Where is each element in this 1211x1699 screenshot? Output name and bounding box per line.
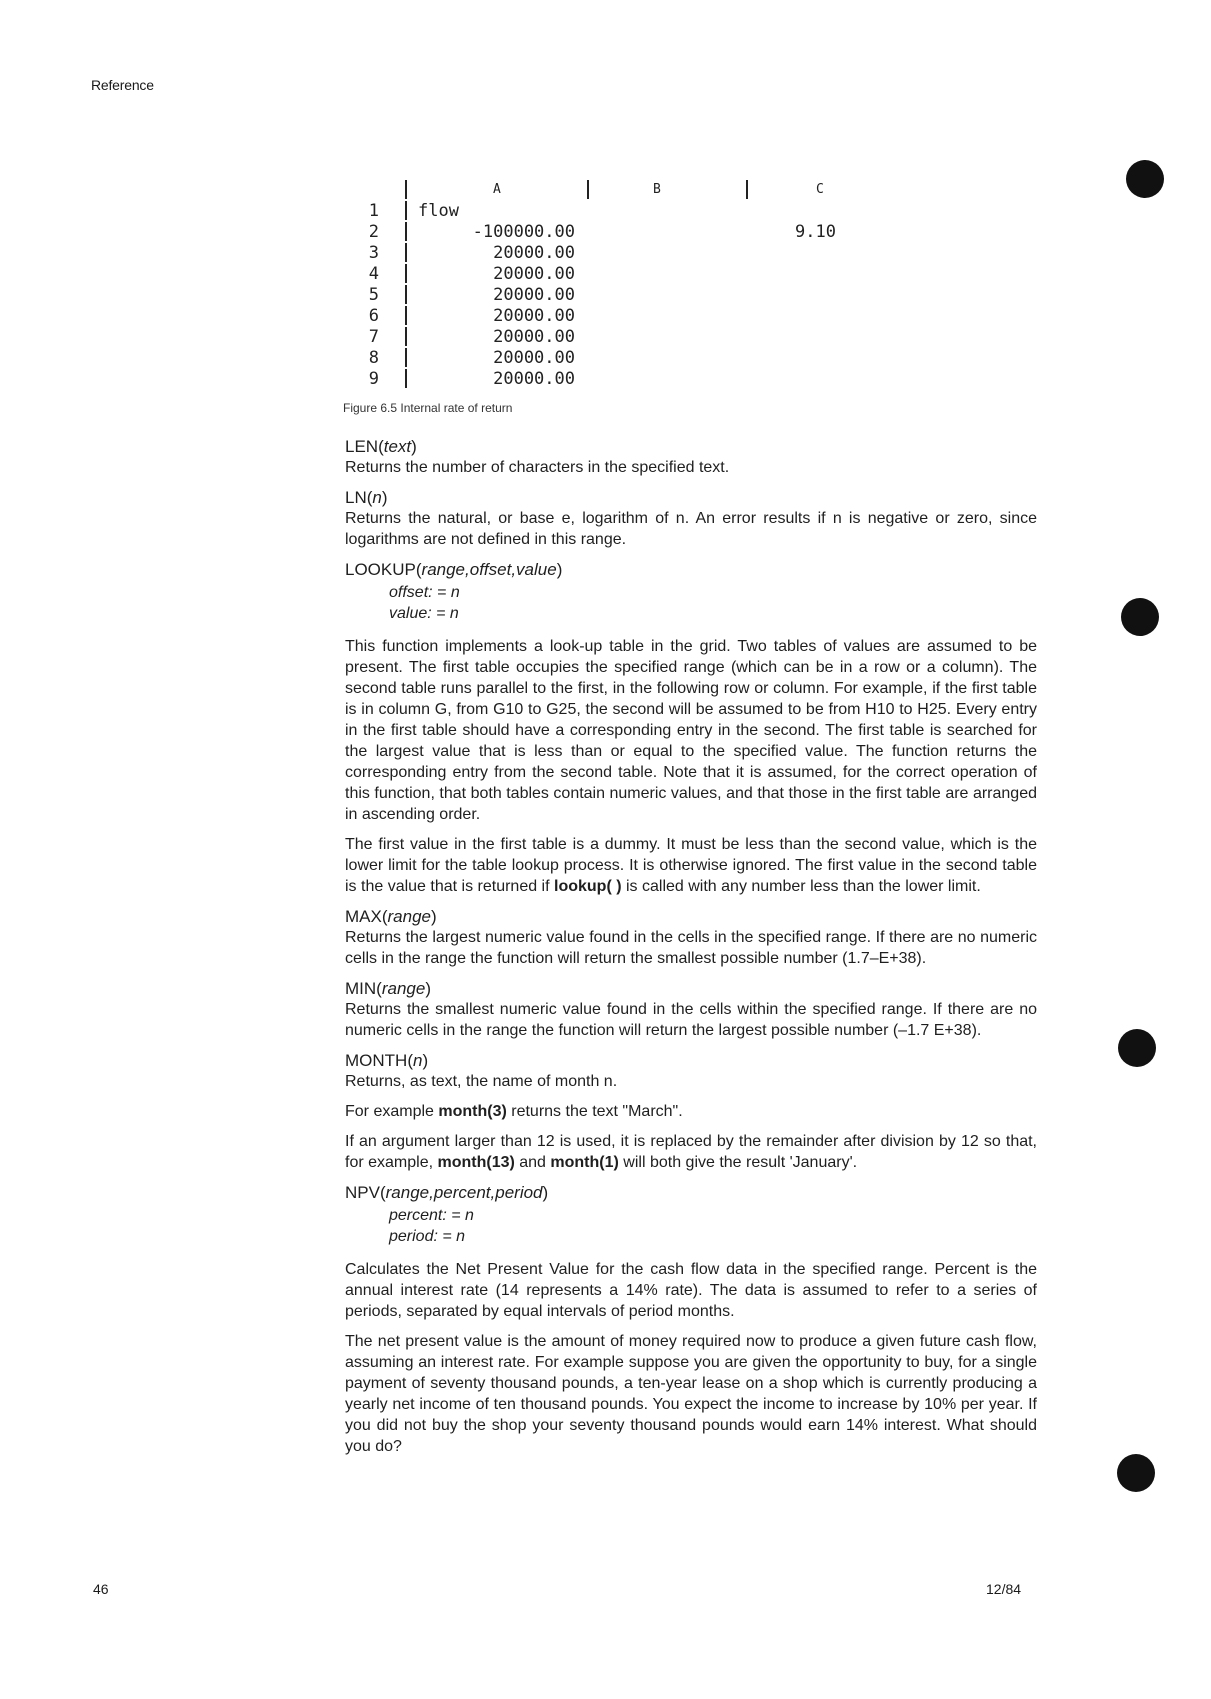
column-separator bbox=[587, 180, 589, 199]
row-number: 5 bbox=[368, 285, 379, 305]
entry-month bbox=[345, 1050, 1037, 1173]
row-number: 7 bbox=[368, 327, 379, 347]
function-description: If an argument larger than 12 is used, it is replaced by the remainder after division by 12 so that, for example, month(13) and month(1) will both give the result 'January'. bbox=[345, 1133, 1037, 1171]
function-signature: MONTH(n) bbox=[345, 1051, 429, 1070]
parameter-period: period: = n bbox=[389, 1228, 466, 1245]
parameter-percent: percent: = n bbox=[389, 1207, 474, 1224]
column-header-b: B bbox=[653, 182, 661, 197]
cell-a: flow bbox=[418, 201, 459, 221]
row-number: 3 bbox=[368, 243, 379, 263]
cell-a: 20000.00 bbox=[493, 327, 575, 347]
row-separator bbox=[405, 180, 407, 199]
function-signature: MIN(range) bbox=[345, 979, 431, 998]
function-description: Returns the natural, or base e, logarithm of n. An error results if n is negative or zero, since logarithms are not defined in this range. bbox=[345, 510, 1037, 548]
parameter-list bbox=[389, 1205, 1037, 1247]
function-description: Calculates the Net Present Value for the cash flow data in the specified range. Percent is the annual interest rate (14 represents a 14% rate). The data is assumed to refer to a series of periods, separated by equal intervals of period months. bbox=[345, 1261, 1037, 1320]
entry-lookup bbox=[345, 559, 1037, 897]
function-signature: LN(n) bbox=[345, 488, 388, 507]
cell-a: 20000.00 bbox=[493, 243, 575, 263]
entry-min bbox=[345, 978, 1037, 1041]
binder-hole-2 bbox=[1121, 598, 1159, 636]
entry-ln bbox=[345, 487, 1037, 550]
cell-a: -100000.00 bbox=[472, 222, 575, 242]
entry-max bbox=[345, 906, 1037, 969]
column-header-a: A bbox=[493, 182, 501, 197]
cell-a: 20000.00 bbox=[493, 285, 575, 305]
row-number: 4 bbox=[368, 264, 379, 284]
section-header: Reference bbox=[91, 77, 154, 93]
binder-hole-3 bbox=[1118, 1029, 1156, 1067]
cell-c: 9.10 bbox=[795, 222, 836, 242]
binder-hole-4 bbox=[1117, 1454, 1155, 1492]
figure-caption: Figure 6.5 Internal rate of return bbox=[343, 401, 513, 415]
row-number: 8 bbox=[368, 348, 379, 368]
cell-a: 20000.00 bbox=[493, 264, 575, 284]
row-number: 1 bbox=[368, 201, 379, 221]
function-description: Returns the number of characters in the specified text. bbox=[345, 459, 730, 476]
row-number: 9 bbox=[368, 369, 379, 389]
function-description: The net present value is the amount of money required now to produce a given future cash flow, assuming an interest rate. For example suppose you are given the opportunity to buy, for a single payment of seventy thousand pounds, a ten-year lease on a shop which is currently producing a yearly net income of ten thousand pounds. You expect the income to increase by 10% per year. If you did not buy the shop your seventy thousand pounds would earn 14% interest. What should you do? bbox=[345, 1333, 1037, 1455]
row-separator bbox=[405, 201, 407, 220]
cell-a: 20000.00 bbox=[493, 369, 575, 389]
function-description: This function implements a look-up table in the grid. Two tables of values are assumed to be present. The first table occupies the specified range (which can be in a row or a column). The second table runs parallel to the first, in the following row or column. For example, if the first table is in column G, from G10 to G25, the second will be assumed to be from H10 to H25. Every entry in the first table should have a corresponding entry in the second. The first table is searched for the largest value that is less than or equal to the specified value. The function returns the corresponding entry from the second table. Note that it is assumed, for the correct operation of this function, that both tables contain numeric values, and that those in the first table are arranged in ascending order. bbox=[345, 638, 1037, 823]
entry-len bbox=[345, 436, 1037, 478]
function-signature: LEN(text) bbox=[345, 437, 417, 456]
row-number: 6 bbox=[368, 306, 379, 326]
parameter-offset: offset: = n bbox=[389, 584, 460, 601]
parameter-list bbox=[389, 582, 1037, 624]
column-header-c: C bbox=[816, 182, 824, 197]
entry-npv bbox=[345, 1182, 1037, 1457]
reference-content bbox=[345, 436, 1037, 1466]
parameter-value: value: = n bbox=[389, 605, 459, 622]
function-signature: NPV(range,percent,period) bbox=[345, 1183, 549, 1202]
function-description: Returns the smallest numeric value found in the cells within the specified range. If there are no numeric cells in the range the function will return the largest possible number (–1.7 E+38). bbox=[345, 1001, 1037, 1039]
cell-a: 20000.00 bbox=[493, 306, 575, 326]
function-description: The first value in the first table is a dummy. It must be less than the second value, which is the lower limit for the table lookup process. It is otherwise ignored. The first value in the second table is the value that is returned if lookup( ) is called with any number less than the lower limit. bbox=[345, 836, 1037, 895]
column-separator bbox=[746, 180, 748, 199]
function-example: For example month(3) returns the text "March". bbox=[345, 1103, 683, 1120]
function-signature: LOOKUP(range,offset,value) bbox=[345, 560, 563, 579]
page-number: 46 bbox=[93, 1581, 109, 1597]
row-number: 2 bbox=[368, 222, 379, 242]
cell-a: 20000.00 bbox=[493, 348, 575, 368]
function-description: Returns, as text, the name of month n. bbox=[345, 1073, 618, 1090]
function-signature: MAX(range) bbox=[345, 907, 437, 926]
function-description: Returns the largest numeric value found in the cells in the specified range. If there are no numeric cells in the range the function will return the smallest possible number (1.7–E+38). bbox=[345, 929, 1037, 967]
revision-date: 12/84 bbox=[986, 1581, 1022, 1597]
binder-hole-1 bbox=[1126, 160, 1164, 198]
